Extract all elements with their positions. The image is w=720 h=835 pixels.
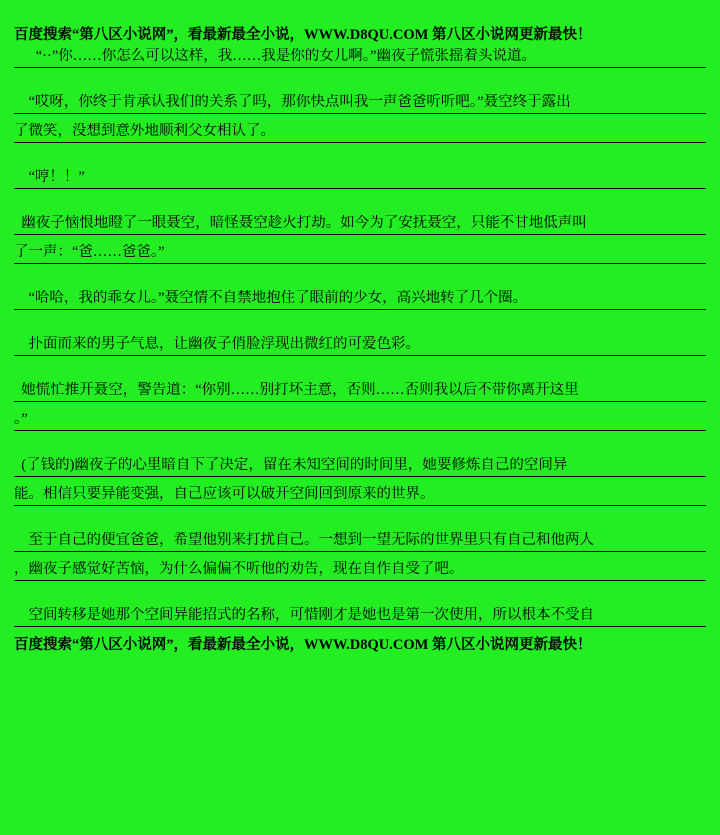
text-line: 空间转移是她那个空间异能招式的名称，可惜刚才是她也是第一次使用，所以根本不受自	[14, 607, 706, 627]
text-line: 能。相信只要异能变强，自己应该可以破开空间回到原来的世界。	[14, 486, 706, 506]
paragraph	[14, 290, 706, 310]
text-line: “哈哈，我的乖女儿。”聂空情不自禁地抱住了眼前的少女，高兴地转了几个圈。	[14, 290, 706, 310]
paragraph	[14, 48, 706, 68]
text-line: (了钱的)幽夜子的心里暗自下了决定，留在未知空间的时间里，她要修炼自己的空间异	[14, 457, 706, 477]
paragraph	[14, 532, 706, 581]
text-line: 她慌忙推开聂空，警告道：“你别……别打坏主意，否则……否则我以后不带你离开这里	[14, 382, 706, 402]
site-banner-top: 百度搜索“第八区小说网”，看最新最全小说，WWW.D8QU.COM 第八区小说网更新最快！	[14, 27, 592, 43]
text-line: 幽夜子恼恨地瞪了一眼聂空，暗怪聂空趁火打劫。如今为了安抚聂空，只能不甘地低声叫	[14, 215, 706, 235]
text-line: “哎呀，你终于肯承认我们的关系了吗，那你快点叫我一声爸爸听听吧。”聂空终于露出	[14, 94, 706, 114]
text-line: 了微笑，没想到意外地顺利父女相认了。	[14, 123, 706, 143]
paragraph	[14, 382, 706, 431]
paragraph	[14, 94, 706, 143]
text-line: 至于自己的便宜爸爸，希望他别来打扰自己。一想到一望无际的世界里只有自己和他两人	[14, 532, 706, 552]
text-line: ，幽夜子感觉好苦恼，为什么偏偏不听他的劝告，现在自作自受了吧。	[14, 561, 706, 581]
paragraph	[14, 215, 706, 264]
text-line: “··”你……你怎么可以这样，我……我是你的女儿啊。”幽夜子慌张摇着头说道。	[14, 48, 706, 68]
paragraph	[14, 607, 706, 627]
paragraph	[14, 169, 706, 189]
site-banner-bottom: 百度搜索“第八区小说网”，看最新最全小说，WWW.D8QU.COM 第八区小说网更新最快！	[14, 636, 592, 653]
paragraph	[14, 336, 706, 356]
text-line: 。”	[14, 411, 706, 431]
text-line: 了一声：“爸……爸爸。”	[14, 244, 706, 264]
text-line: “哼！！”	[14, 169, 706, 189]
paragraph	[14, 457, 706, 506]
text-line: 扑面而来的男子气息，让幽夜子俏脸浮现出微红的可爱色彩。	[14, 336, 706, 356]
chapter-body	[14, 48, 706, 627]
